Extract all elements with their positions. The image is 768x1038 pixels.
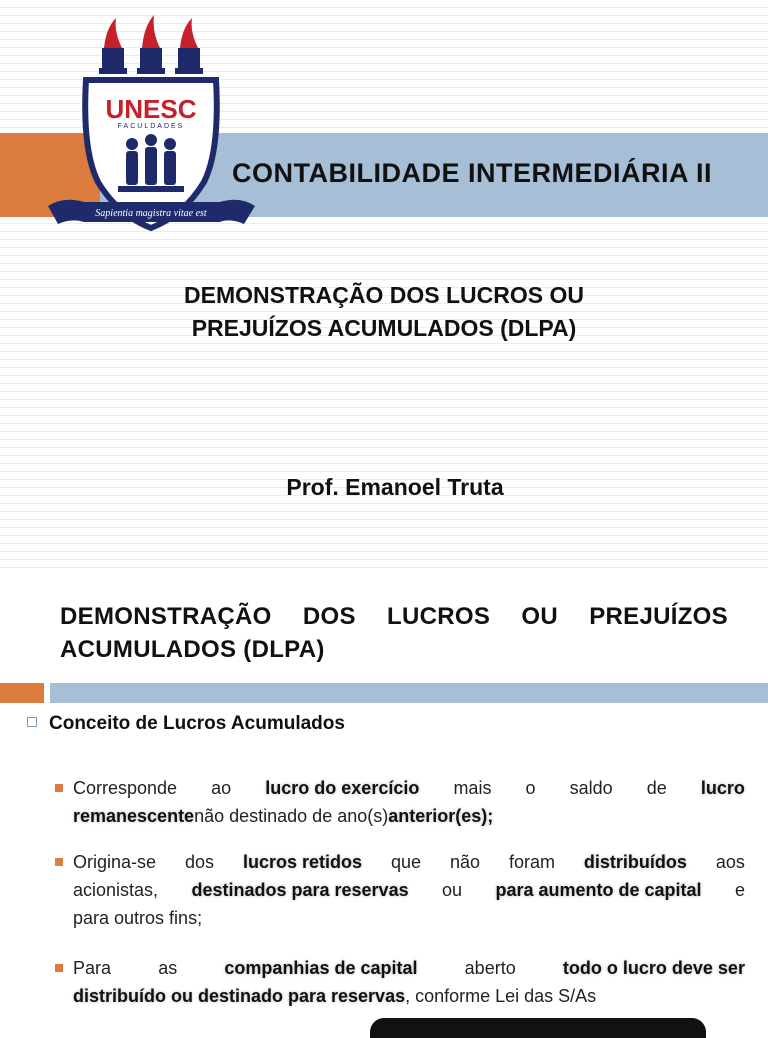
torch-icon bbox=[137, 15, 165, 74]
content-slide bbox=[0, 570, 768, 1024]
presentation-title bbox=[0, 279, 768, 345]
hollow-square-bullet-icon bbox=[27, 717, 37, 727]
title-word: DOS bbox=[302, 603, 356, 630]
torch-icon bbox=[175, 18, 203, 74]
orange-divider bbox=[0, 683, 44, 703]
slide-title-line-2: ACUMULADOS (DLPA) bbox=[60, 636, 325, 663]
blue-divider bbox=[50, 683, 768, 703]
slide-title bbox=[60, 600, 728, 666]
title-word: OU bbox=[521, 603, 558, 630]
slide-title-line-1 bbox=[60, 600, 728, 633]
presentation-title-line-1: DEMONSTRAÇÃO DOS LUCROS OU bbox=[184, 282, 584, 308]
unesc-logo bbox=[44, 10, 259, 240]
orange-square-bullet-icon bbox=[55, 784, 63, 792]
svg-text:UNESC: UNESC bbox=[105, 94, 197, 124]
author-name: Prof. Emanoel Truta bbox=[286, 474, 504, 500]
course-title: CONTABILIDADE INTERMEDIÁRIA II bbox=[232, 158, 712, 188]
torch-icon bbox=[99, 18, 127, 74]
list-item: Origina-se dos lucros retidos que não foram distribuídos aos acionistas, destinados para reservas ou para aumento de capital e para outros fins; bbox=[73, 848, 745, 932]
title-word: PREJUÍZOS bbox=[589, 603, 728, 630]
svg-text:Sapientia magistra vitae est: Sapientia magistra vitae est bbox=[95, 208, 207, 219]
list-item: Para as companhias de capital aberto todo o lucro deve ser distribuído ou destinado para reservas , conforme Lei das S/As bbox=[73, 954, 745, 1010]
bottom-decoration bbox=[370, 1018, 706, 1038]
list-item: Corresponde ao lucro do exercício mais o saldo de lucro remanescente não destinado de ano(s) anterior(es); bbox=[73, 774, 745, 830]
svg-text:FACULDADES: FACULDADES bbox=[117, 123, 185, 130]
orange-square-bullet-icon bbox=[55, 858, 63, 866]
title-word: DEMONSTRAÇÃO bbox=[60, 603, 272, 630]
title-word: LUCROS bbox=[387, 603, 491, 630]
concept-heading: Conceito de Lucros Acumulados bbox=[27, 713, 345, 735]
orange-square-bullet-icon bbox=[55, 964, 63, 972]
presentation-title-line-2: PREJUÍZOS ACUMULADOS (DLPA) bbox=[191, 315, 577, 341]
